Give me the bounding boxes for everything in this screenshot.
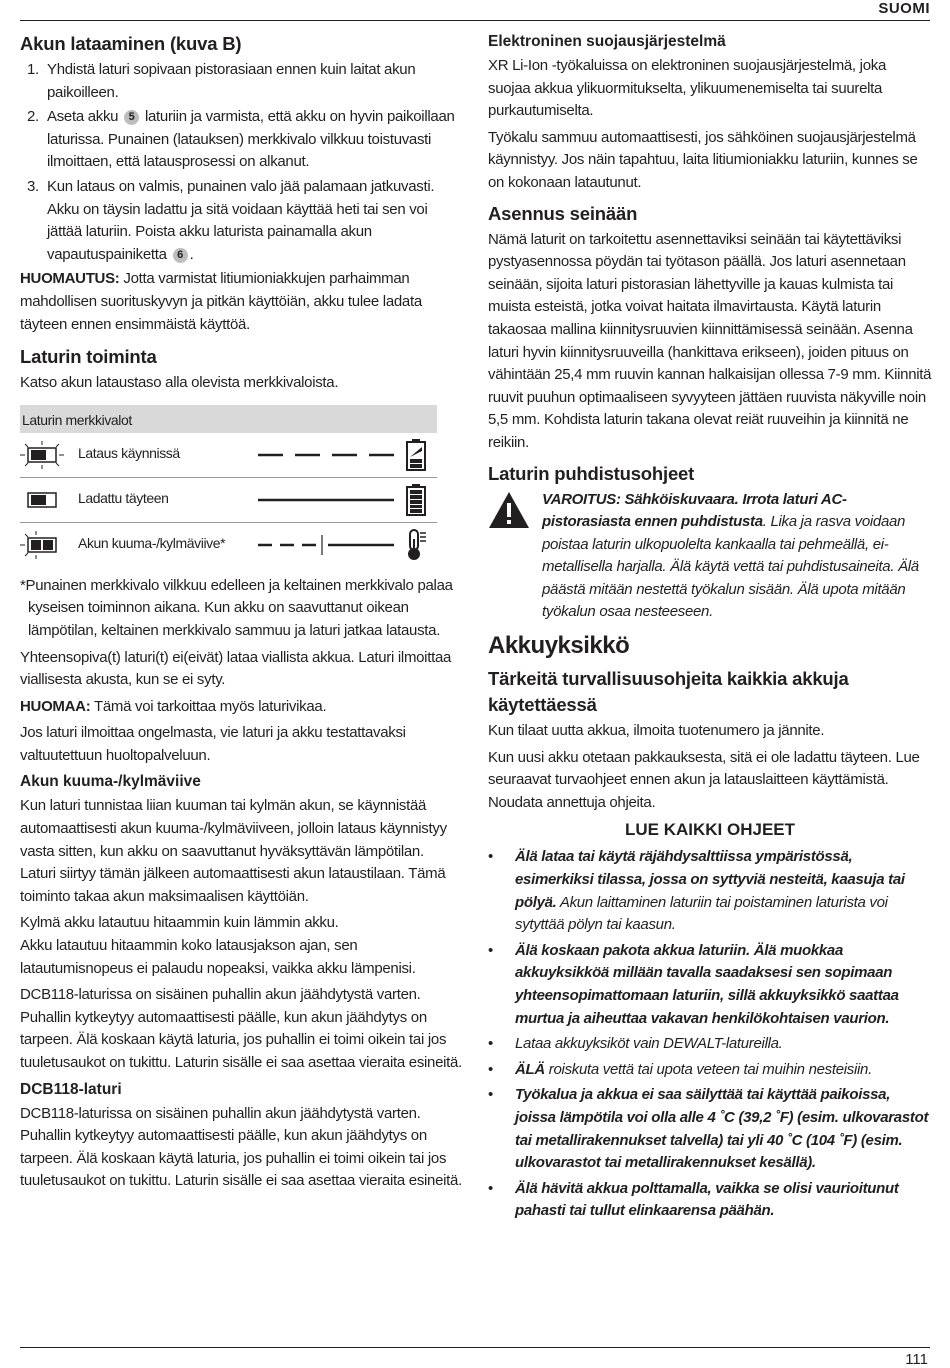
wall-p1: Nämä laturit on tarkoitettu asennettaviksi seinään tai käytettäviksi pystyasennossa pöydän tai työtason päällä. Jos laturi asennetaan seinään, sijoita laturi pistorasian lähettyville ja kauas kulmista tai muista esteistä, jotka voivat haitata ilmavirtausta. Käytä laturin takaosaa mallina kiinnitysruuvien kiinnittämisessä seinään. Asenna laturi hyvin kiinnitysruuveilla (hankittava erikseen), joiden pituus on vähintään 25,4 mm ruuvin kannan halkaisijan ollessa 7-9 mm. Kiinnitä ruuvit puuhun optimaaliseen syvyyteen jättäen ruuvista näkyville noin 5,5 mm. Kohdista laturin takana olevat reiät ruuveihin ja kiinnitä ne reikiin. xyxy=(488,230,932,451)
warning-triangle-icon xyxy=(488,491,530,534)
service-text: Jos laturi ilmoittaa ongelmasta, vie laturi ja akku testattavaksi valtuutettuun huoltopalveluun. xyxy=(20,724,406,764)
bullet-text: Akun laittaminen laturiin tai poistaminen laturista voi sytyttää pölyn tai kaasun. xyxy=(515,893,888,934)
battery-bullets xyxy=(488,846,932,1223)
reference-badge: 6 xyxy=(173,248,188,263)
battery-title: Akkuyksikkö xyxy=(488,632,630,660)
compat-text: Yhteensopiva(t) laturi(t) ei(eivät) lataa viallista akkua. Laturi ilmoittaa viallisesta akusta, kun se ei syty. xyxy=(20,648,452,689)
charging-title: Akun lataaminen (kuva B) xyxy=(20,33,242,54)
warning-text xyxy=(542,489,932,625)
cleaning-warning xyxy=(488,489,932,625)
reference-badge: 5 xyxy=(124,110,139,125)
asterisk-note xyxy=(20,575,462,643)
bullet-item xyxy=(488,846,932,936)
bullet-text: roiskuta vettä tai upota veteen tai muihin nesteisiin. xyxy=(544,1060,872,1078)
step-text: laturiin ja varmista, että akku on hyvin paikoillaan laturissa. Punainen (latauksen) merkkivalo vilkkuu toistuvasti ilmoittaen, että latausprosessi on alkanut. xyxy=(47,108,455,171)
bullet-item xyxy=(488,1084,932,1174)
charging-battery-icon xyxy=(406,439,426,476)
battery-subtitle: Tärkeitä turvallisuusohjeita kaikkia akkuja käytettäessä xyxy=(488,668,849,716)
charging-note xyxy=(20,268,462,336)
warning-bold-text: VAROITUS: Sähköiskuvaara. Irrota laturi AC-pistorasiasta ennen puhdistusta xyxy=(542,490,847,531)
bullet-item xyxy=(488,1033,932,1056)
led-row-charging xyxy=(20,433,437,478)
note-label: HUOMAUTUS: xyxy=(20,270,120,288)
full-battery-icon xyxy=(406,484,426,521)
led-row-hot-cold xyxy=(20,523,437,567)
step-number: 2. xyxy=(27,108,39,126)
hot-cold-p2: Kylmä akku latautuu hitaammin kuin lämmin akku. xyxy=(20,914,339,932)
cleaning-title: Laturin puhdistusohjeet xyxy=(488,462,695,484)
note-text: Tämä voi tarkoittaa myös laturivikaa. xyxy=(94,697,327,715)
step-text: Kun lataus on valmis, punainen valo jää palamaan jatkuvasti. Akku on täysin ladattu ja sitä voidaan käyttää heti tai sen voi jättää laturiin. Poista akku laturista painamalla akun vapautuspainiketta xyxy=(47,177,435,263)
bullet-item xyxy=(488,1178,932,1223)
bullet-bold: Työkalua ja akkua ei saa säilyttää tai käyttää paikoissa, joissa lämpötila voi olla alle 4 ˚C (39,2 ˚F) (esim. ulkovarastot tai metallirakennukset talvella) tai yli 40 ˚C (104 ˚F) (esim. ulkovarastot tai metallirakennukset kesällä). xyxy=(515,1086,929,1172)
hot-cold-p4: DCB118-laturissa on sisäinen puhallin akun jäähdytystä varten. Puhallin kytkeytyy automaattisesti päälle, kun akun jäähdytys on tarpeen. Älä koskaan käytä laturia, jos puhallin ei toimi oikein tai jos tuuletusaukot on tukittu. Laturin sisälle ei saa asettaa vieraita esineitä. xyxy=(20,986,462,1071)
blink-pattern-icon xyxy=(258,441,398,474)
page-number: 111 xyxy=(905,1351,928,1368)
left-column xyxy=(20,31,462,1197)
operation-title: Laturin toiminta xyxy=(20,346,157,368)
step-number: 3. xyxy=(27,177,39,195)
led-label: Ladattu täyteen xyxy=(78,489,169,506)
note-label: HUOMAA: xyxy=(20,697,91,715)
solid-red-led-icon xyxy=(20,486,64,519)
led-table-header: Laturin merkkivalot xyxy=(20,405,437,433)
step-item xyxy=(20,106,462,174)
header-rule xyxy=(20,20,930,21)
right-column xyxy=(488,31,932,1226)
bullet-item xyxy=(488,1059,932,1082)
footer-rule xyxy=(20,1347,930,1348)
led-label: Akun kuuma-/kylmäviive* xyxy=(78,534,226,551)
electronic-p2: Työkalu sammuu automaattisesti, jos sähköinen suojausjärjestelmä käynnistyy. Jos näin tapahtuu, laita litiumioniakku laturiin, kunnes se on kokonaan latautunut. xyxy=(488,128,918,191)
solid-pattern-icon xyxy=(258,486,398,519)
delay-pattern-icon xyxy=(258,531,398,564)
battery-p1: Kun tilaat uutta akkua, ilmoita tuotenumero ja jännite. xyxy=(488,722,825,740)
led-indicator-table xyxy=(20,405,437,567)
thermometer-icon xyxy=(406,529,428,566)
bullet-bold: Älä lataa tai käytä räjähdysalttiissa ympäristössä, esimerkiksi tilassa, jossa on syttyviä nesteitä, kaasuja tai pölyä. xyxy=(515,848,905,911)
hot-cold-title: Akun kuuma-/kylmäviive xyxy=(20,773,201,791)
read-all-heading: LUE KAIKKI OHJEET xyxy=(624,820,796,840)
dcb118-p1: DCB118-laturissa on sisäinen puhallin akun jäähdytystä varten. Puhallin kytkeytyy automaattisesti päälle, kun akun jäähdytys on tarpeen. Älä koskaan käytä laturia, jos puhallin ei toimi oikein tai jos tuuletusaukot on tukittu. Laturin sisälle ei saa asettaa vieraita esineitä. xyxy=(20,1104,462,1190)
note-text: Jotta varmistat litiumioniakkujen parhaimman mahdollisen suorituskyvyn ja pitkän käyttöiän, akku tulee ladata täyteen ennen ensimmäistä käyttöä. xyxy=(20,270,422,333)
bullet-bold: Älä koskaan pakota akkua laturiin. Älä muokkaa akkuyksikköä millään tavalla saadaksesi sen sopimaan yhteensopimattomaan laturiin, sillä akkuyksikkö saattaa murtua ja aiheuttaa vakavan henkilökohtaisen vaurion. xyxy=(515,941,899,1027)
bullet-bold: Älä hävitä akkua polttamalla, vaikka se olisi vaurioitunut pahasti tai tullut elinkaarensa päähän. xyxy=(515,1179,899,1220)
bullet-bold: ÄLÄ xyxy=(515,1060,545,1078)
asterisk-note-text: *Punainen merkkivalo vilkkuu edelleen ja keltainen merkkivalo palaa kyseisen toiminnon aikana. Kun akku on saavuttanut oikean lämpötilan, keltainen merkkivalo sammuu ja laturi jatkaa latausta. xyxy=(20,576,453,639)
electronic-p1: XR Li-Ion -työkaluissa on elektroninen suojausjärjestelmä, joka suojaa akkua ylikuormitukselta, ylikuumenemiselta tai suurelta purkautumiselta. xyxy=(488,57,886,120)
step-text: . xyxy=(189,245,194,263)
hot-cold-p1: Kun laturi tunnistaa liian kuuman tai kylmän akun, se käynnistää automaattisesti akun kuuma-/kylmäviiveen, jolloin lataus käynnistyy vasta sitten, kun akku on saavuttanut hyväksyttävän lämpötilan. Laturi siirtyy tämän jälkeen automaattisesti akun lataustilaan. Tämä toiminto takaa akun maksimaalisen käyttöiän. xyxy=(20,797,447,905)
led-row-full xyxy=(20,478,437,523)
dcb118-title: DCB118-laturi xyxy=(20,1080,122,1098)
step-text: Aseta akku xyxy=(47,108,119,126)
wall-title: Asennus seinään xyxy=(488,202,638,224)
bullet-text: Lataa akkuyksiköt vain DEWALT-latureilla. xyxy=(515,1035,783,1053)
operation-intro: Katso akun lataustaso alla olevista merkkivaloista. xyxy=(20,374,339,392)
note2 xyxy=(20,696,462,719)
led-label: Lataus käynnissä xyxy=(78,444,180,461)
hot-cold-p3: Akku latautuu hitaammin koko latausjakson ajan, sen latautumisnopeus ei palaudu nopeaksi, vaikka akku lämpenisi. xyxy=(20,937,416,977)
step-item xyxy=(20,176,462,266)
electronic-title: Elektroninen suojausjärjestelmä xyxy=(488,33,726,50)
language-label: SUOMI xyxy=(878,0,930,17)
step-number: 1. xyxy=(27,61,39,78)
bullet-item xyxy=(488,940,932,1030)
red-yellow-led-icon xyxy=(20,531,64,564)
warning-body-text: . Lika ja rasva voidaan poistaa laturin ulkopuolelta kankaalla tai pehmeällä, ei- metallisella harjalla. Älä käytä vettä tai puhdistusaineita. Älä päästä mitään nestettä työkalun sisään. Älä upota mitään työkalun osaa nesteeseen. xyxy=(542,513,919,621)
charging-steps xyxy=(20,59,462,266)
step-text: Yhdistä laturi sopivaan pistorasiaan ennen kuin laitat akun paikoilleen. xyxy=(47,61,416,101)
battery-p2: Kun uusi akku otetaan pakkauksesta, sitä ei ole ladattu täyteen. Lue seuraavat turvaohjeet ennen akun ja latauslaitteen käyttämistä. Noudata annettuja ohjeita. xyxy=(488,748,920,811)
step-item xyxy=(20,59,462,104)
blinking-red-led-icon xyxy=(20,441,64,474)
